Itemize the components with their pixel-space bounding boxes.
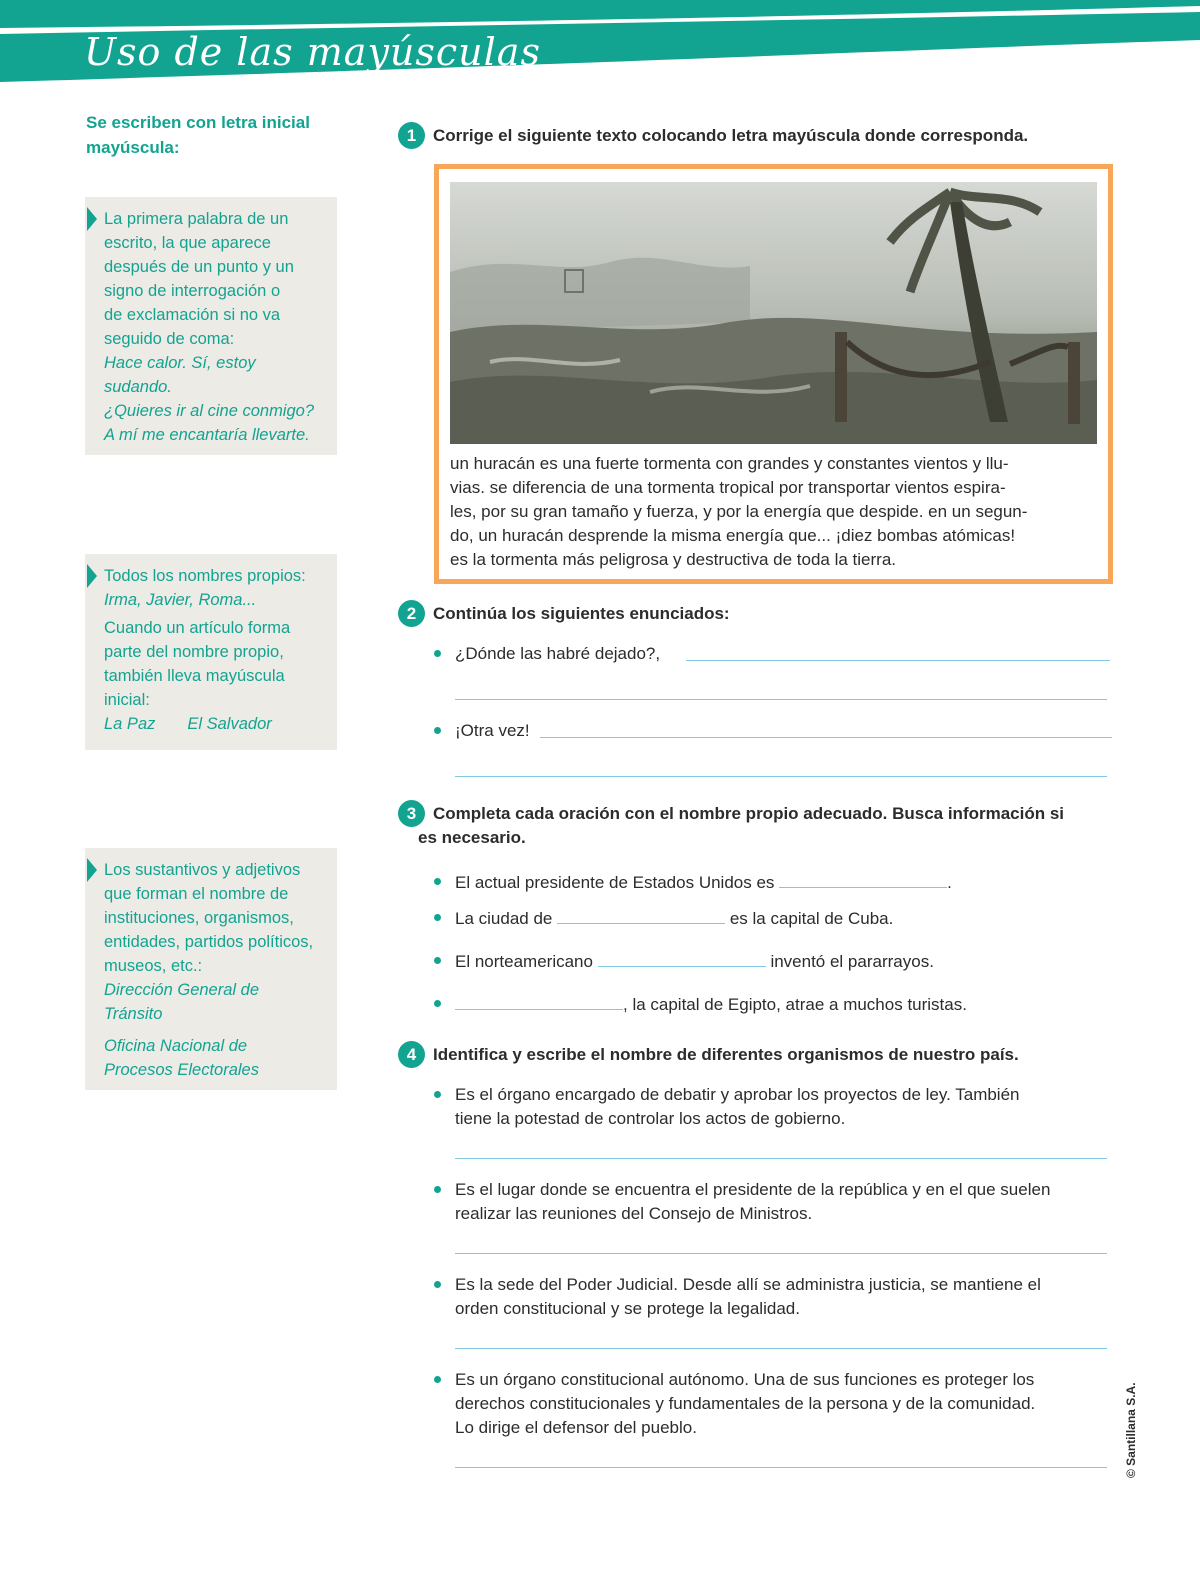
- rule-line: también lleva mayúscula: [104, 667, 285, 685]
- rule-example: Tránsito: [104, 1005, 163, 1023]
- rule-line: de exclamación si no va: [104, 306, 281, 324]
- rule-example: Procesos Electorales: [104, 1061, 259, 1079]
- organism-description: [455, 1083, 1020, 1131]
- answer-line[interactable]: [455, 1158, 1107, 1159]
- sentence-part: es la capital de Cuba.: [729, 909, 894, 928]
- description-line: Es el órgano encargado de debatir y aprobar los proyectos de ley. También: [455, 1085, 1020, 1104]
- organism-description: [455, 1368, 1035, 1440]
- activity-number-2: 2: [398, 600, 425, 627]
- description-line: tiene la potestad de controlar los actos de gobierno.: [455, 1109, 846, 1128]
- answer-line[interactable]: [455, 776, 1107, 777]
- bullet-dot: [434, 914, 441, 921]
- bullet-dot: [434, 878, 441, 885]
- bullet-dot: [434, 650, 441, 657]
- rule-example-row: [104, 712, 327, 736]
- sentence-part: .: [947, 873, 952, 892]
- answer-line[interactable]: [686, 660, 1110, 661]
- copyright-notice: © Santillana S.A.: [1124, 1382, 1138, 1478]
- rule-example: El Salvador: [187, 715, 272, 733]
- rule-line: después de un punto y un: [104, 258, 294, 276]
- activity-3-instruction-cont: es necesario.: [418, 828, 526, 847]
- bullet-dot: [434, 957, 441, 964]
- sentence-part: El actual presidente de Estados Unidos es: [455, 873, 775, 892]
- fill-sentence: [455, 992, 967, 1017]
- sentence-part: La ciudad de: [455, 909, 553, 928]
- bullet-dot: [434, 1186, 441, 1193]
- rule-box-institutions: [85, 848, 337, 1090]
- rule-line: signo de interrogación o: [104, 282, 281, 300]
- answer-line[interactable]: [455, 1348, 1107, 1349]
- fill-sentence: [455, 906, 893, 931]
- bullet-dot: [434, 1091, 441, 1098]
- triangle-marker-icon: [87, 564, 97, 588]
- blank-field[interactable]: [455, 992, 623, 1010]
- fill-sentence: [455, 870, 952, 895]
- rule-line: seguido de coma:: [104, 330, 235, 348]
- blank-field[interactable]: [598, 949, 766, 967]
- sentence-part: inventó el pararrayos.: [770, 952, 934, 971]
- hurricane-photo: [450, 182, 1097, 444]
- prompt-text: ¿Dónde las habré dejado?,: [455, 644, 661, 663]
- activity-number-3: 3: [398, 800, 425, 827]
- rule-example: A mí me encantaría llevarte.: [104, 426, 310, 444]
- description-line: derechos constitucionales y fundamentales de la persona y de la comunidad.: [455, 1394, 1036, 1413]
- description-line: Es la sede del Poder Judicial. Desde allí se administra justicia, se mantiene el: [455, 1275, 1041, 1294]
- bullet-dot: [434, 1000, 441, 1007]
- fill-sentence: [455, 949, 934, 974]
- rule-box-proper-names: [85, 554, 337, 750]
- rule-example: Dirección General de: [104, 981, 259, 999]
- prompt-text: ¡Otra vez!: [455, 721, 530, 740]
- triangle-marker-icon: [87, 858, 97, 882]
- rule-example: Hace calor. Sí, estoy: [104, 354, 256, 372]
- answer-line[interactable]: [455, 1253, 1107, 1254]
- rule-line: Los sustantivos y adjetivos: [104, 861, 301, 879]
- answer-line[interactable]: [540, 737, 1112, 738]
- rule-line: Cuando un artículo forma: [104, 619, 291, 637]
- description-line: realizar las reuniones del Consejo de Ministros.: [455, 1204, 813, 1223]
- rule-line: Todos los nombres propios:: [104, 567, 306, 585]
- sentence-part: , la capital de Egipto, atrae a muchos turistas.: [623, 995, 967, 1014]
- rule-box-first-word: [85, 197, 337, 455]
- description-line: Lo dirige el defensor del pueblo.: [455, 1418, 697, 1437]
- passage-line: vias. se diferencia de una tormenta tropical por transportar vientos espira-: [450, 478, 1006, 497]
- blank-field[interactable]: [779, 870, 947, 888]
- sidebar-heading: Se escriben con letra inicial mayúscula:: [86, 113, 310, 157]
- blank-field[interactable]: [557, 906, 725, 924]
- rule-line: museos, etc.:: [104, 957, 203, 975]
- rule-line: que forman el nombre de: [104, 885, 289, 903]
- passage-line: do, un huracán desprende la misma energía que... ¡diez bombas atómicas!: [450, 526, 1016, 545]
- organism-description: [455, 1273, 1041, 1321]
- passage-frame: [434, 164, 1113, 584]
- header-banner: [0, 0, 1200, 84]
- activity-3-instruction: Completa cada oración con el nombre propio adecuado. Busca información si: [433, 804, 1065, 823]
- activity-1-instruction: Corrige el siguiente texto colocando letra mayúscula donde corresponda.: [433, 126, 1029, 145]
- rule-line: inicial:: [104, 691, 150, 709]
- answer-line[interactable]: [455, 699, 1107, 700]
- triangle-marker-icon: [87, 207, 97, 231]
- rule-line: parte del nombre propio,: [104, 643, 284, 661]
- rule-example: Irma, Javier, Roma...: [104, 591, 257, 609]
- rule-example: sudando.: [104, 378, 172, 396]
- passage-line: un huracán es una fuerte tormenta con grandes y constantes vientos y llu-: [450, 454, 1009, 473]
- answer-line[interactable]: [455, 1467, 1107, 1468]
- bullet-dot: [434, 1376, 441, 1383]
- activity-number-4: 4: [398, 1041, 425, 1068]
- description-line: Es un órgano constitucional autónomo. Una de sus funciones es proteger los: [455, 1370, 1035, 1389]
- rule-example: ¿Quieres ir al cine conmigo?: [104, 402, 315, 420]
- sentence-part: El norteamericano: [455, 952, 593, 971]
- activity-number-1: 1: [398, 122, 425, 149]
- activity-4-instruction: Identifica y escribe el nombre de diferentes organismos de nuestro país.: [433, 1045, 1019, 1064]
- passage-line: les, por su gran tamaño y fuerza, y por la energía que despide. en un segun-: [450, 502, 1028, 521]
- rule-example: La Paz: [104, 715, 156, 733]
- passage-text: [450, 452, 1097, 572]
- rule-line: escrito, la que aparece: [104, 234, 271, 252]
- rule-line: La primera palabra de un: [104, 210, 289, 228]
- page-title: Uso de las mayúsculas: [84, 30, 541, 74]
- passage-line: es la tormenta más peligrosa y destructiva de toda la tierra.: [450, 550, 896, 569]
- bullet-dot: [434, 727, 441, 734]
- activity-2-instruction: Continúa los siguientes enunciados:: [433, 604, 730, 623]
- rule-example: Oficina Nacional de: [104, 1037, 248, 1055]
- organism-description: [455, 1178, 1050, 1226]
- description-line: Es el lugar donde se encuentra el presidente de la república y en el que suelen: [455, 1180, 1051, 1199]
- rule-line: entidades, partidos políticos,: [104, 933, 314, 951]
- bullet-dot: [434, 1281, 441, 1288]
- description-line: orden constitucional y se protege la legalidad.: [455, 1299, 800, 1318]
- rule-line: instituciones, organismos,: [104, 909, 294, 927]
